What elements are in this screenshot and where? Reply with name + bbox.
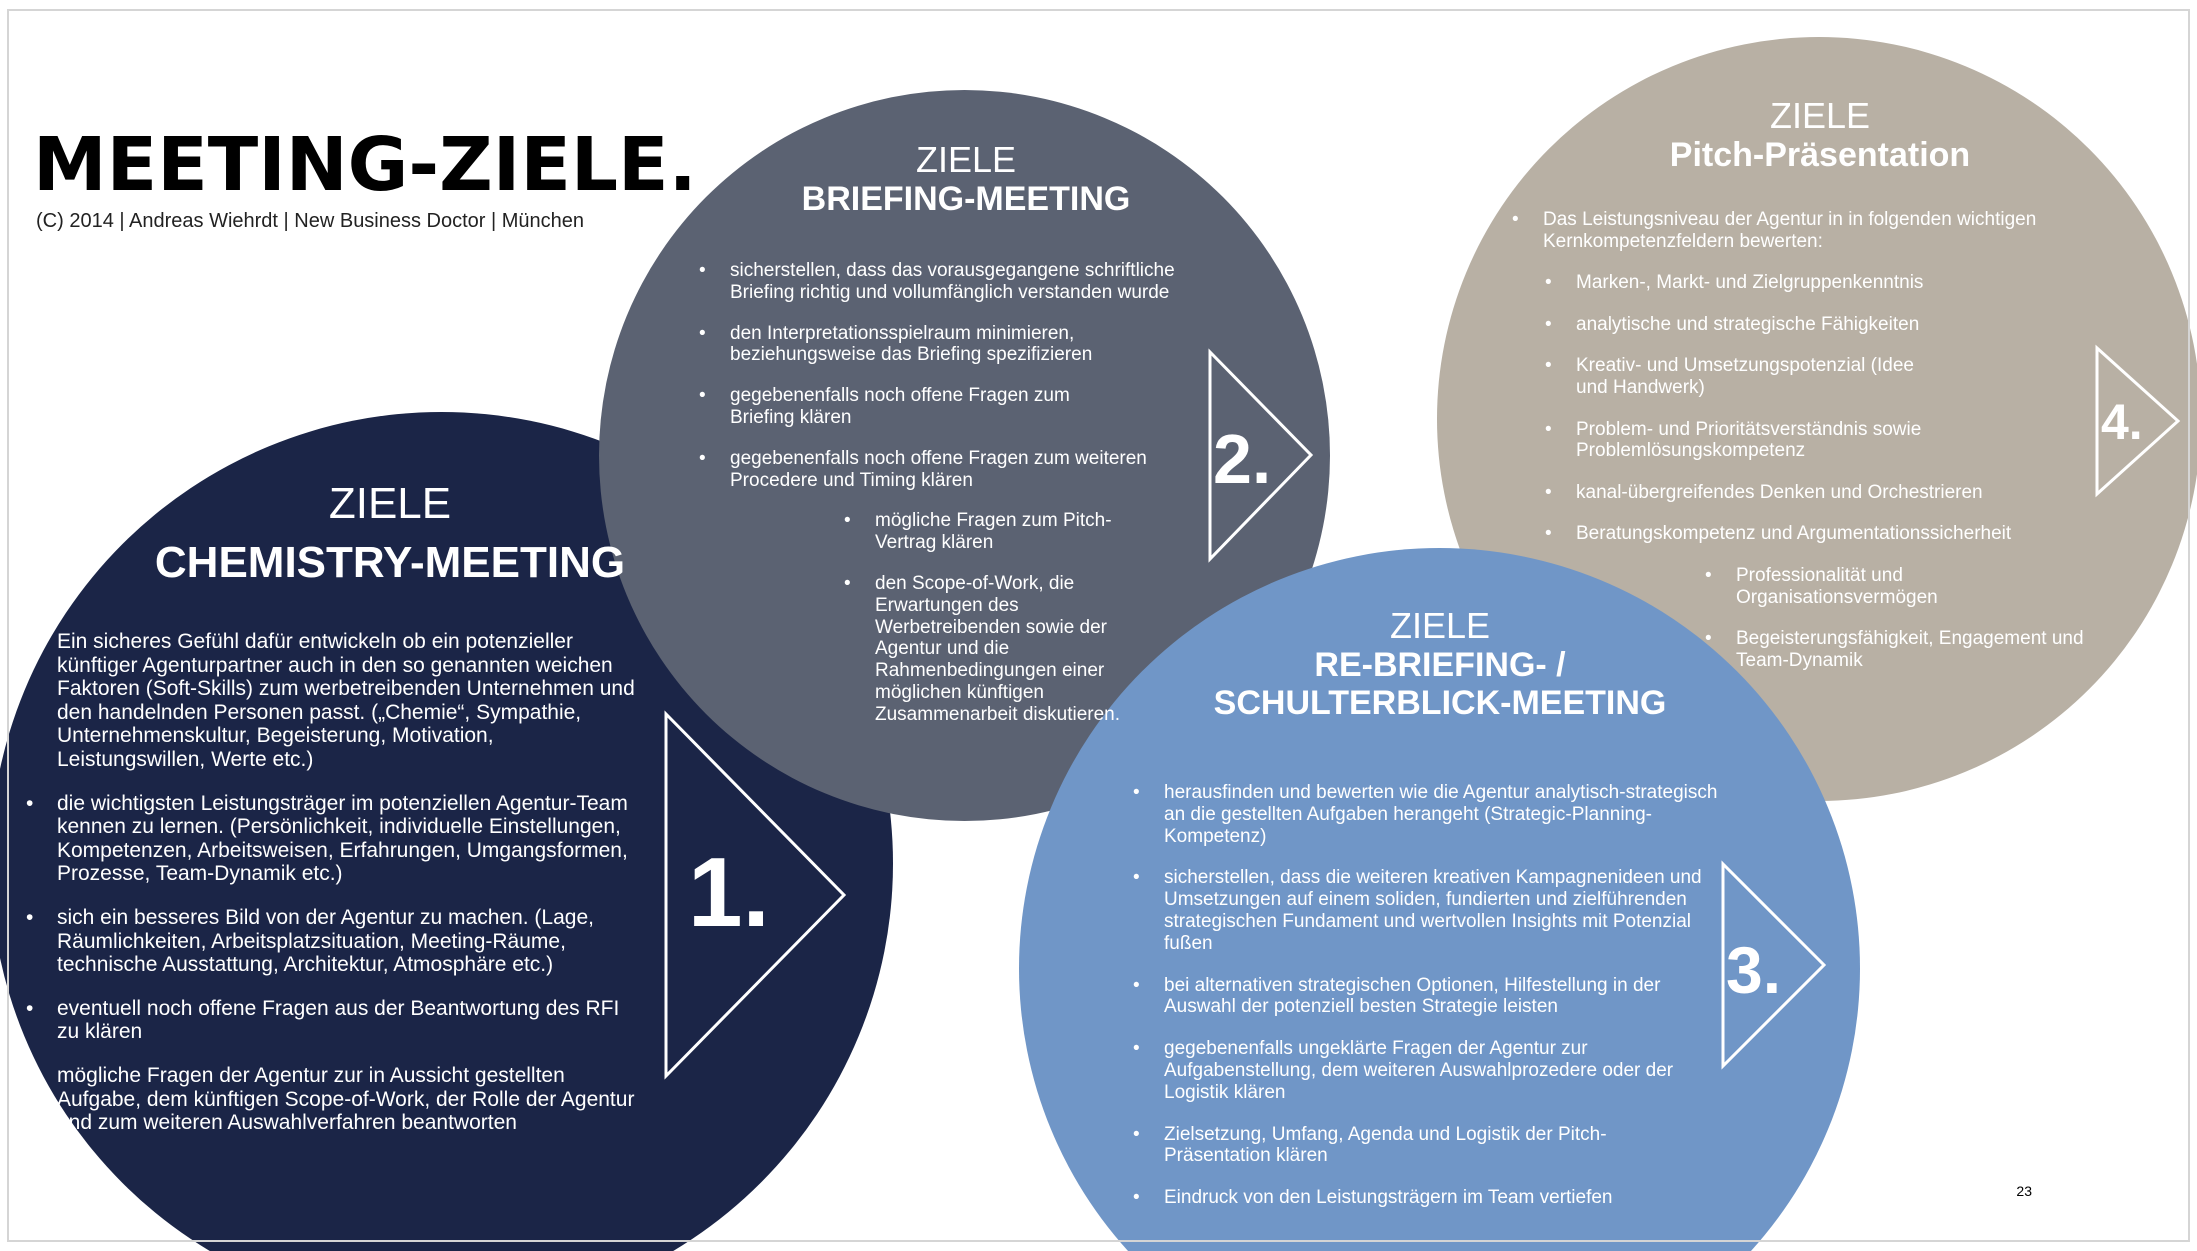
list-item: • Professionalität und Organisationsvermögen	[1705, 565, 1986, 608]
chemistry-ziele-label: ZIELE	[328, 479, 452, 528]
list-item: • Das Leistungsniveau der Agentur in in folgenden wichtigen Kernkompetenzfeldern bewerten:	[1512, 209, 2112, 252]
page-subtitle: (C) 2014 | Andreas Wiehrdt | New Business Doctor | München	[36, 210, 585, 232]
pitch-title: Pitch-Präsentation	[1669, 135, 1971, 174]
briefing-sub-list	[844, 510, 1154, 725]
list-item: • Beratungskompetenz und Argumentationssicherheit	[1545, 523, 2085, 545]
chemistry-points	[26, 630, 636, 1135]
list-item: • gegebenenfalls noch offene Fragen zum weiteren Procedere und Timing klären	[699, 448, 1189, 492]
briefing-number: 2.	[1213, 420, 1272, 498]
list-item: • bei alternativen strategischen Optionen, Hilfestellung in der Auswahl der potenziell besten Strategie leisten	[1133, 975, 1724, 1019]
chemistry-number: 1.	[688, 837, 770, 947]
rebriefing-heading	[1190, 606, 1690, 722]
briefing-title: BRIEFING-MEETING	[801, 179, 1131, 218]
rebriefing-points	[1133, 782, 1723, 1209]
list-item: • Kreativ- und Umsetzungspotenzial (Idee und Handwerk)	[1545, 355, 1926, 398]
rebriefing-title-line2: SCHULTERBLICK-MEETING	[1213, 683, 1667, 722]
list-item: • Ein sicheres Gefühl dafür entwickeln ob ein potenzieller künftiger Agenturpartner auch in den so genannten weichen Faktoren (Soft-Skills) zum werbetreibenden Unternehmen und den handelnden Personen passt. („Chemie“, Sympathie, Unternehmenskultur, Begeisterung, Motivation, Leistungswillen, Werte etc.)	[26, 630, 636, 772]
list-item: • den Scope-of-Work, die Erwartungen des Werbetreibenden sowie der Agentur und die Rahmenbedingungen einer möglichen künftigen Zusammenarbeit diskutieren.	[844, 573, 1154, 726]
list-item: • sich ein besseres Bild von der Agentur zu machen. (Lage, Räumlichkeiten, Arbeitsplatzsituation, Meeting-Räume, technische Ausstattung, Architektur, Atmosphäre etc.)	[26, 906, 636, 977]
list-item: • kanal-übergreifendes Denken und Orchestrieren	[1545, 482, 2085, 504]
list-item: • gegebenenfalls noch offene Fragen zum Briefing klären	[699, 385, 1090, 429]
list-item: • sicherstellen, dass die weiteren kreativen Kampagnenideen und Umsetzungen auf einem soliden, fundierten und zielführenden strategischen Fundament und wertvollen Insights mit Potenzial fußen	[1133, 867, 1724, 954]
briefing-points	[699, 260, 1189, 726]
list-item: • herausfinden und bewerten wie die Agentur analytisch-strategisch an die gestellten Aufgaben herangeht (Strategic-Planning-Kompetenz)	[1133, 782, 1724, 847]
list-item: • Eindruck von den Leistungsträgern im Team vertiefen	[1133, 1187, 1723, 1209]
rebriefing-ziele-label: ZIELE	[1389, 605, 1491, 646]
pitch-heading	[1610, 96, 2030, 174]
pitch-points	[1512, 209, 2112, 671]
list-item: • die wichtigsten Leistungsträger im potenziellen Agentur-Team kennen zu lernen. (Persönlichkeit, individuelle Einstellungen, Kompetenzen, Arbeitsweisen, Erfahrungen, Umgangsformen, Prozesse, Team-Dynamik etc.)	[26, 792, 636, 886]
list-item: • sicherstellen, dass das vorausgegangene schriftliche Briefing richtig und vollumfänglich verstanden wurde	[699, 260, 1189, 304]
pitch-number: 4.	[2101, 394, 2143, 450]
pitch-ziele-label: ZIELE	[1769, 95, 1871, 136]
list-item: • Marken-, Markt- und Zielgruppenkenntnis	[1545, 272, 2085, 294]
page-number: 23	[2016, 1183, 2032, 1199]
briefing-ziele-label: ZIELE	[915, 139, 1017, 180]
list-item: • Zielsetzung, Umfang, Agenda und Logistik der Pitch-Präsentation klären	[1133, 1124, 1664, 1168]
list-item: • mögliche Fragen der Agentur zur in Aussicht gestellten Aufgabe, dem künftigen Scope-of-Work, der Rolle der Agentur und zum weiteren Auswahlverfahren beantworten	[26, 1064, 636, 1135]
list-item: • den Interpretationsspielraum minimieren, beziehungsweise das Briefing spezifizieren	[699, 323, 1189, 367]
list-item: • analytische und strategische Fähigkeiten	[1545, 314, 2085, 336]
chemistry-title: CHEMISTRY-MEETING	[154, 538, 626, 588]
rebriefing-number: 3.	[1726, 933, 1782, 1007]
list-item: • Begeisterungsfähigkeit, Engagement und Team-Dynamik	[1705, 628, 2085, 671]
chemistry-heading	[90, 480, 690, 588]
list-item: • Problem- und Prioritätsverständnis sowie Problemlösungskompetenz	[1545, 419, 1926, 462]
pitch-soft-factor-list	[1705, 565, 2085, 671]
briefing-subpoints	[699, 510, 1189, 725]
page-title: MEETING-ZIELE.	[33, 122, 697, 208]
briefing-heading	[726, 140, 1206, 218]
list-item: • mögliche Fragen zum Pitch-Vertrag klären	[844, 510, 1154, 554]
list-item: • eventuell noch offene Fragen aus der Beantwortung des RFI zu klären	[26, 997, 636, 1044]
list-item: • gegebenenfalls ungeklärte Fragen der Agentur zur Aufgabenstellung, dem weiteren Auswahlprozedere oder der Logistik klären	[1133, 1038, 1723, 1103]
rebriefing-title-line1: RE-BRIEFING- /	[1314, 645, 1566, 684]
